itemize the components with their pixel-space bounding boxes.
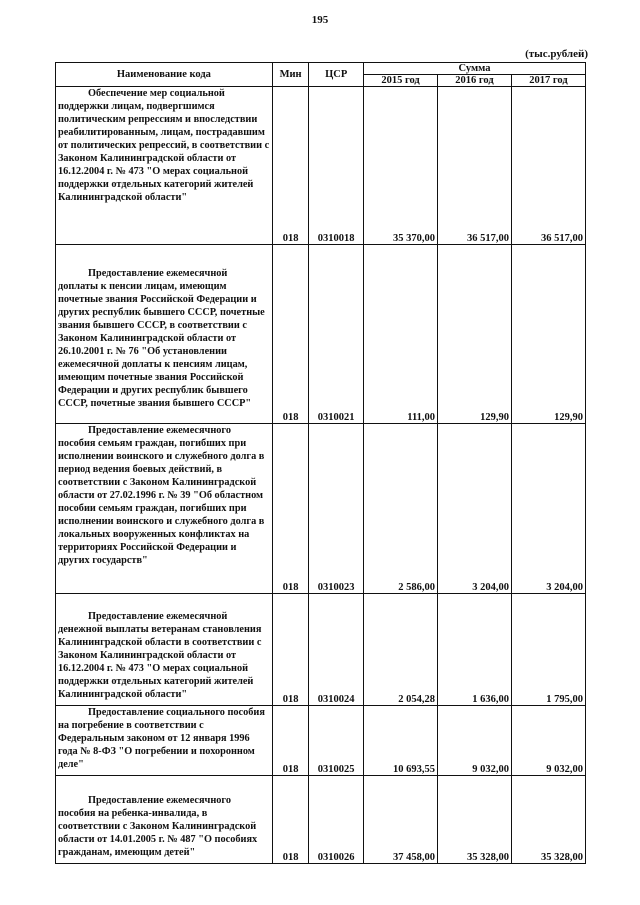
header-min: Мин [272, 63, 308, 87]
row-2016: 36 517,00 [438, 87, 512, 245]
row-min: 018 [272, 594, 308, 706]
row-min: 018 [272, 424, 308, 594]
row-2017: 35 328,00 [511, 776, 585, 864]
row-2015: 35 370,00 [364, 87, 438, 245]
row-csr: 0310018 [309, 87, 364, 245]
header-sum: Сумма [364, 63, 586, 75]
header-2016: 2016 год [438, 75, 512, 87]
table-header [56, 63, 586, 87]
row-csr: 0310021 [309, 245, 364, 424]
units-label: (тыс.рублей) [525, 48, 588, 60]
table-row [56, 706, 586, 776]
row-2016: 35 328,00 [438, 776, 512, 864]
row-csr: 0310024 [309, 594, 364, 706]
table-body [56, 87, 586, 864]
row-2015: 111,00 [364, 245, 438, 424]
row-min: 018 [272, 776, 308, 864]
row-name: Предоставление ежемесячного пособия семьям граждан, погибших при исполнении воинского и служебного долга в период ведения боевых действий, в соответствии с Законом Калининградской области от 27.02.1996 г. № 39 "Об областном пособии семьям граждан, погибших при исполнении воинского и служебного долга в локальных вооруженных конфликтах на территориях Российской Федерации и других государств" [56, 424, 273, 594]
row-min: 018 [272, 706, 308, 776]
row-2015: 37 458,00 [364, 776, 438, 864]
row-2016: 129,90 [438, 245, 512, 424]
row-2016: 9 032,00 [438, 706, 512, 776]
row-name: Предоставление ежемесячного пособия на ребенка-инвалида, в соответствии с Законом Калининградской области от 14.01.2005 г. № 487 "О пособиях гражданам, имеющим детей" [56, 776, 273, 864]
row-2017: 3 204,00 [511, 424, 585, 594]
row-name: Предоставление ежемесячной доплаты к пенсии лицам, имеющим почетные звания Российской Федерации и других республик бывшего СССР, почетные звания бывшего СССР, в соответствии с Законом Калининградской области от 26.10.2001 г. № 76 "Об установлении ежемесячной доплаты к пенсиям лицам, имеющим почетные звания Российской Федерации и других республик бывшего СССР, почетные звания бывшего СССР" [56, 245, 273, 424]
row-min: 018 [272, 87, 308, 245]
row-2015: 2 586,00 [364, 424, 438, 594]
row-name: Предоставление ежемесячной денежной выплаты ветеранам становления Калининградской области в соответствии с Законом Калининградской области от 16.12.2004 г. № 473 "О мерах социальной поддержки отдельных категорий жителей Калининградской области" [56, 594, 273, 706]
page-number: 195 [311, 14, 329, 26]
header-2015: 2015 год [364, 75, 438, 87]
table-row [56, 776, 586, 864]
table-row [56, 87, 586, 245]
row-2017: 1 795,00 [511, 594, 585, 706]
row-csr: 0310025 [309, 706, 364, 776]
row-2016: 1 636,00 [438, 594, 512, 706]
row-2017: 9 032,00 [511, 706, 585, 776]
row-2015: 2 054,28 [364, 594, 438, 706]
row-name: Обеспечение мер социальной поддержки лицам, подвергшимся политическим репрессиям и впоследствии реабилитированным, лицам, пострадавшим от политических репрессий, в соответствии с Законом Калининградской области от 16.12.2004 г. № 473 "О мерах социальной поддержки отдельных категорий жителей Калининградской области" [56, 87, 273, 245]
header-csr: ЦСР [309, 63, 364, 87]
row-csr: 0310023 [309, 424, 364, 594]
budget-table [55, 62, 586, 864]
table-row [56, 594, 586, 706]
header-name: Наименование кода [56, 63, 273, 87]
row-csr: 0310026 [309, 776, 364, 864]
row-name: Предоставление социального пособия на погребение в соответствии с Федеральным законом от 12 января 1996 года № 8-ФЗ "О погребении и похоронном деле" [56, 706, 273, 776]
row-2017: 36 517,00 [511, 87, 585, 245]
row-2017: 129,90 [511, 245, 585, 424]
header-2017: 2017 год [511, 75, 585, 87]
row-min: 018 [272, 245, 308, 424]
table-row [56, 245, 586, 424]
row-2015: 10 693,55 [364, 706, 438, 776]
table-row [56, 424, 586, 594]
row-2016: 3 204,00 [438, 424, 512, 594]
